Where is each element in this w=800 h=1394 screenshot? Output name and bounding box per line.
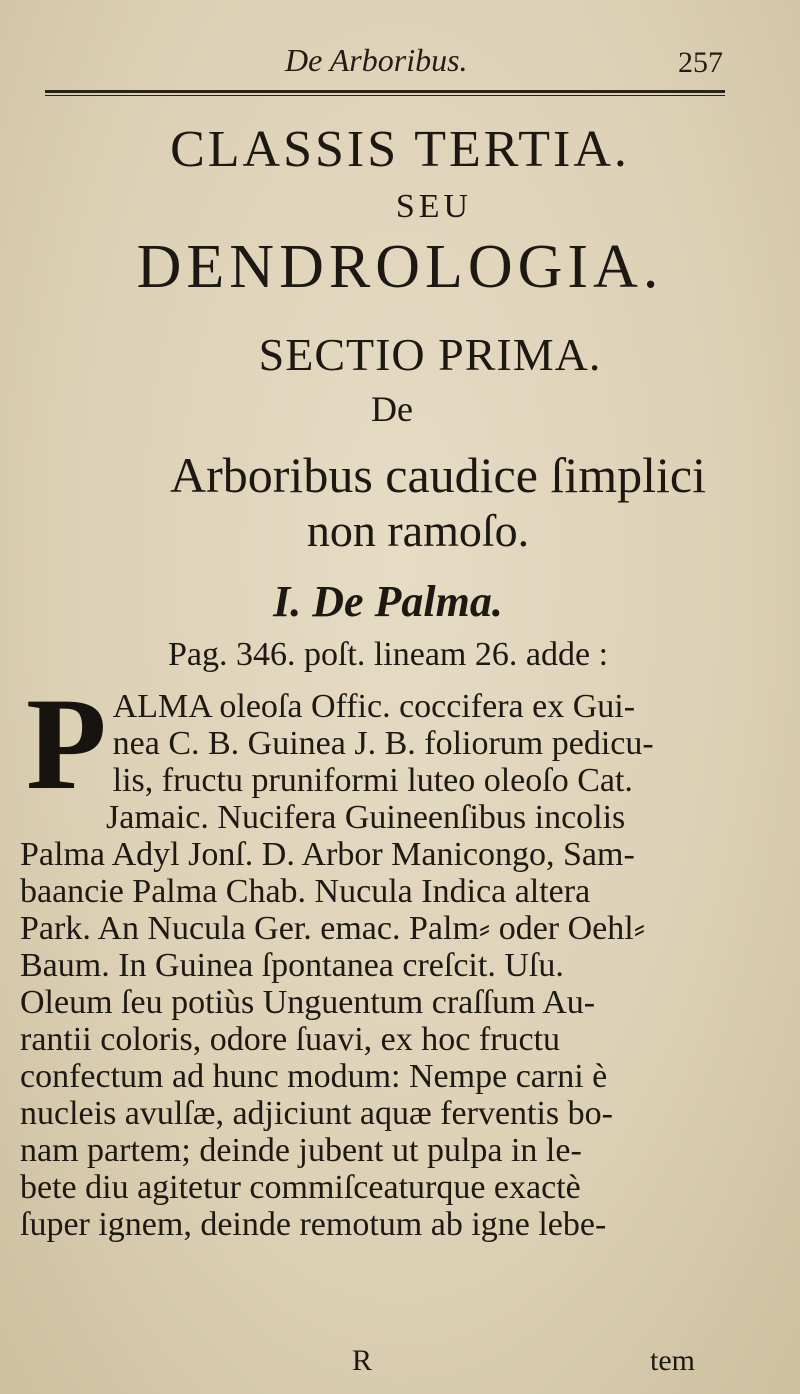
text-line: Jamaic. Nucifera Guineenſibus incolis	[106, 799, 626, 836]
text-line: confectum ad hunc modum: Nempe carni è	[20, 1058, 608, 1095]
text-line: ſuper ignem, deinde remotum ab igne lebe-	[20, 1206, 607, 1243]
class-connector: SEU	[395, 188, 473, 225]
text-line: Park. An Nucula Ger. emac. Palm⸗ oder Oehl⸗	[20, 910, 646, 947]
section-title: SECTIO PRIMA.	[258, 329, 602, 380]
section-topic-line1: Arboribus caudice ſimplici	[170, 447, 706, 503]
text-line: Palma Adyl Jonſ. D. Arbor Manicongo, Sam-	[20, 836, 635, 873]
text-line: rantii coloris, odore ſuavi, ex hoc fructu	[20, 1021, 561, 1058]
page-header	[0, 36, 800, 96]
text-line: baancie Palma Chab. Nucula Indica altera	[20, 873, 591, 910]
page-reference: Pag. 346. poſt. lineam 26. adde :	[167, 636, 609, 673]
section-preposition: De	[371, 389, 413, 429]
section-topic-line2: non ramoſo.	[306, 505, 530, 556]
running-head: De Arboribus.	[285, 42, 468, 78]
text-line: nea C. B. Guinea J. B. foliorum pedicu-	[112, 725, 654, 762]
body-paragraph	[20, 670, 720, 1243]
header-rule	[45, 90, 725, 98]
text-line: ALMA oleoſa Offic. coccifera ex Gui-	[112, 688, 636, 725]
class-subtitle: DENDROLOGIA.	[136, 233, 664, 301]
chapter-heading: I. De Palma.	[273, 577, 503, 626]
text-line: Oleum ſeu potiùs Unguentum craſſum Au-	[20, 984, 596, 1021]
text-line: nucleis avulſæ, adjiciunt aquæ ferventis bo-	[20, 1095, 613, 1132]
text-line: nam partem; deinde jubent ut pulpa in le-	[20, 1132, 582, 1169]
class-title: CLASSIS TERTIA.	[170, 121, 630, 178]
drop-cap: P	[26, 670, 107, 817]
text-line: Baum. In Guinea ſpontanea creſcit. Uſu.	[20, 947, 564, 984]
catchword: tem	[650, 1344, 695, 1377]
text-line: bete diu agitetur commiſceaturque exactè	[20, 1169, 581, 1206]
signature-mark: R	[352, 1344, 373, 1377]
text-line: lis, fructu pruniformi luteo oleoſo Cat.	[112, 762, 633, 799]
page-number: 257	[678, 46, 723, 79]
